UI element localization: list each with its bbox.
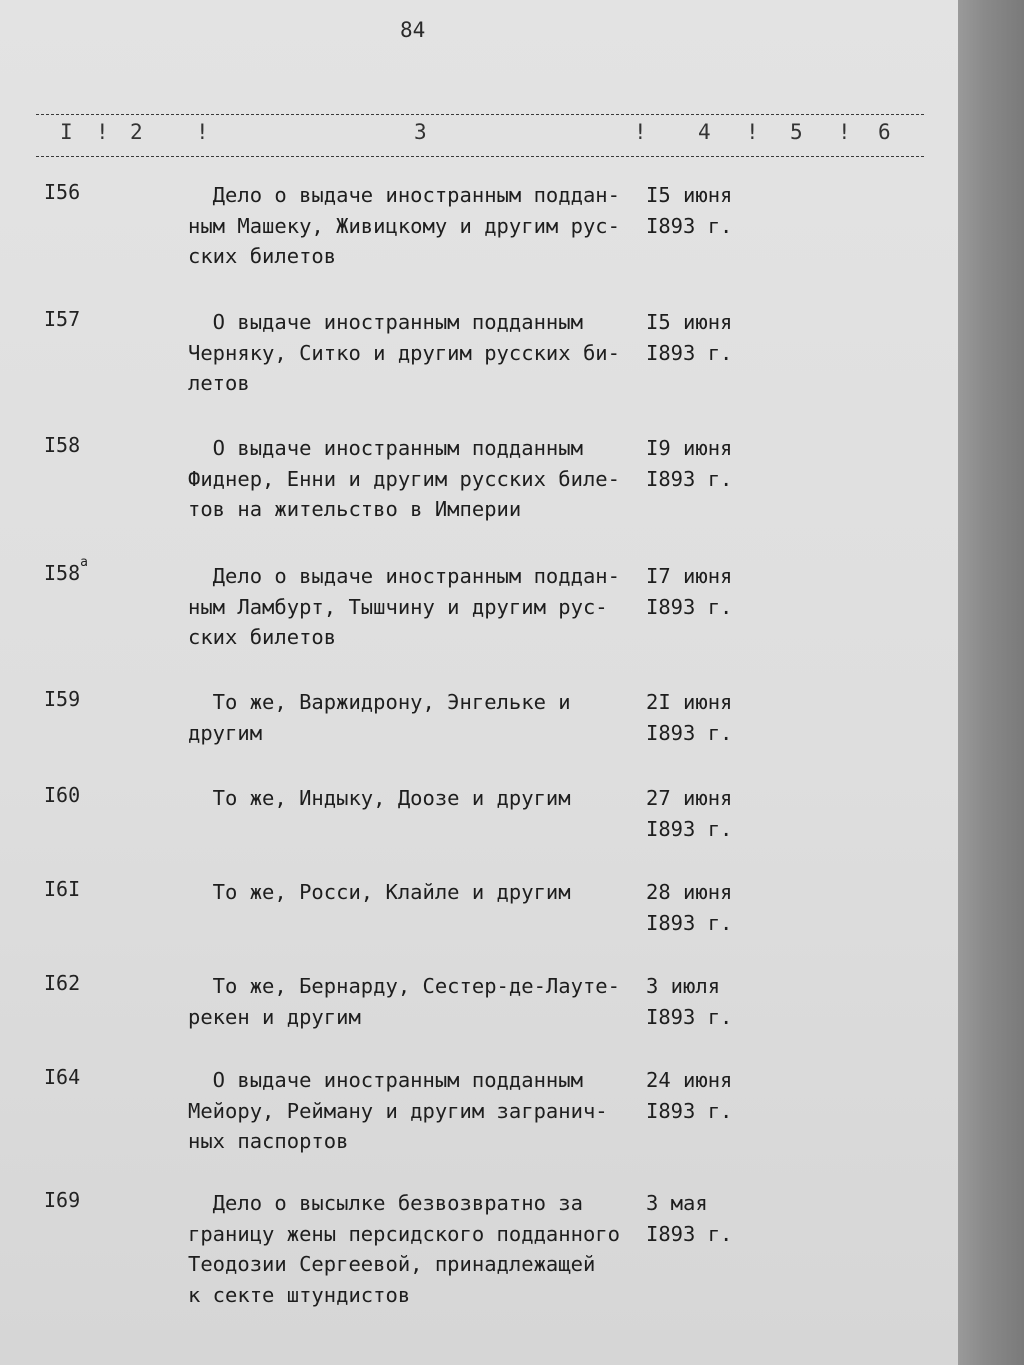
entry-number: I56 — [44, 180, 81, 204]
column-header-4: 4 — [698, 120, 711, 144]
entry-date: 2I июня I893 г. — [646, 690, 733, 745]
entry-description: О выдаче иностранным подданным Мейору, Рейману и другим загранич- ных паспортов — [188, 1068, 608, 1153]
entry-date: 27 июня I893 г. — [646, 786, 733, 841]
entry-description: То же, Бернарду, Сестер-де-Лауте- рекен и другим — [188, 974, 620, 1029]
column-separator: ! — [746, 120, 759, 144]
column-separator: ! — [838, 120, 851, 144]
entry-date: 3 мая I893 г. — [646, 1191, 733, 1246]
entry-date: I7 июня I893 г. — [646, 564, 733, 619]
column-separator: ! — [96, 120, 109, 144]
entry-number: I58 — [44, 433, 81, 457]
entry-date: I9 июня I893 г. — [646, 436, 733, 491]
entry-description: Дело о выдаче иностранным поддан- ным Ламбурт, Тышчину и другим рус- ских билетов — [188, 564, 620, 649]
column-header-3: 3 — [414, 120, 427, 144]
entry-description: О выдаче иностранным подданным Черняку, Ситко и другим русских би- летов — [188, 310, 620, 395]
column-header-1: I — [60, 120, 73, 144]
entry-number: I64 — [44, 1065, 81, 1089]
entry-number: I6I — [44, 877, 81, 901]
entry-date: I5 июня I893 г. — [646, 310, 733, 365]
entry-date: 24 июня I893 г. — [646, 1068, 733, 1123]
column-separator: ! — [634, 120, 647, 144]
entry-description: О выдаче иностранным подданным Фиднер, Енни и другим русских биле- тов на жительство в Империи — [188, 436, 620, 521]
entry-number: I60 — [44, 783, 81, 807]
entry-number: I69 — [44, 1188, 81, 1212]
column-header-5: 5 — [790, 120, 803, 144]
entry-number: $I58^а$ — [44, 555, 88, 585]
entry-description: Дело о высылке безвозвратно за границу жены персидского подданного Теодозии Сергеевой, принадлежащей к секте штундистов — [188, 1191, 620, 1307]
column-header-6: 6 — [878, 120, 891, 144]
entry-date: 28 июня I893 г. — [646, 880, 733, 935]
entry-description: То же, Варжидрону, Энгельке и другим — [188, 690, 571, 745]
header-top-rule — [36, 114, 924, 115]
entry-date: 3 июля I893 г. — [646, 974, 733, 1029]
entry-description: То же, Индыку, Доозе и другим — [188, 786, 571, 810]
column-separator: ! — [196, 120, 209, 144]
entry-description: То же, Росси, Клайле и другим — [188, 880, 571, 904]
entry-description: Дело о выдаче иностранным поддан- ным Машеку, Живицкому и другим рус- ских билетов — [188, 183, 620, 268]
page-number: 84 — [400, 18, 426, 42]
page-edge — [958, 0, 1024, 1365]
header-bottom-rule — [36, 156, 924, 157]
entry-date: I5 июня I893 г. — [646, 183, 733, 238]
column-header-2: 2 — [130, 120, 143, 144]
entry-number: I59 — [44, 687, 81, 711]
entry-number: I57 — [44, 307, 81, 331]
entry-number: I62 — [44, 971, 81, 995]
